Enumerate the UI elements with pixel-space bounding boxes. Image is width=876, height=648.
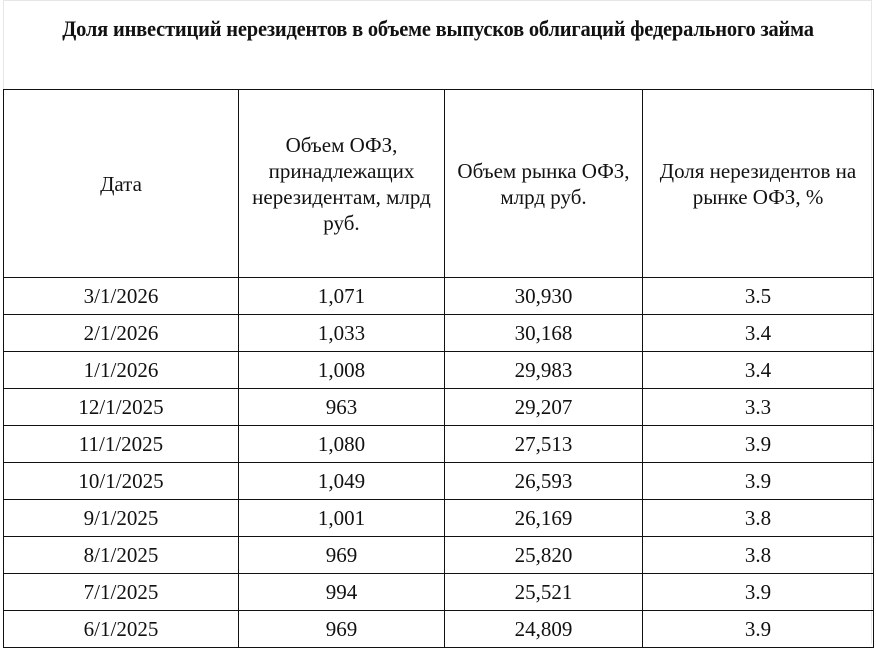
cell-share: 3.3 — [643, 389, 874, 426]
cell-share: 3.5 — [643, 278, 874, 315]
cell-date: 12/1/2025 — [4, 389, 239, 426]
table-row — [4, 426, 874, 463]
cell-market-volume: 26,593 — [445, 463, 643, 500]
table-row — [4, 389, 874, 426]
cell-nonres-volume: 1,080 — [239, 426, 445, 463]
cell-share: 3.8 — [643, 537, 874, 574]
cell-nonres-volume: 969 — [239, 611, 445, 648]
cell-share: 3.8 — [643, 500, 874, 537]
header-share-label: Доля нерезидентов на рынке ОФЗ, % — [659, 158, 857, 209]
header-row — [4, 90, 874, 278]
header-market-volume-label: Объем рынка ОФЗ, млрд руб. — [457, 158, 630, 209]
cell-market-volume: 27,513 — [445, 426, 643, 463]
table-row — [4, 574, 874, 611]
cell-nonres-volume: 1,049 — [239, 463, 445, 500]
cell-nonres-volume: 994 — [239, 574, 445, 611]
cell-market-volume: 25,521 — [445, 574, 643, 611]
cell-share: 3.4 — [643, 315, 874, 352]
cell-nonres-volume: 969 — [239, 537, 445, 574]
cell-market-volume: 26,169 — [445, 500, 643, 537]
cell-market-volume: 25,820 — [445, 537, 643, 574]
table-row — [4, 537, 874, 574]
cell-nonres-volume: 1,033 — [239, 315, 445, 352]
cell-share: 3.9 — [643, 426, 874, 463]
cell-nonres-volume: 1,001 — [239, 500, 445, 537]
table-row — [4, 315, 874, 352]
cell-date: 2/1/2026 — [4, 315, 239, 352]
cell-date: 8/1/2025 — [4, 537, 239, 574]
cell-date: 11/1/2025 — [4, 426, 239, 463]
table-row — [4, 278, 874, 315]
cell-date: 6/1/2025 — [4, 611, 239, 648]
cell-share: 3.4 — [643, 352, 874, 389]
cell-market-volume: 30,930 — [445, 278, 643, 315]
cell-nonres-volume: 1,008 — [239, 352, 445, 389]
table-row — [4, 500, 874, 537]
cell-date: 7/1/2025 — [4, 574, 239, 611]
ofz-nonresident-table — [3, 89, 874, 648]
cell-market-volume: 29,207 — [445, 389, 643, 426]
header-date-label: Дата — [100, 171, 142, 196]
cell-date: 10/1/2025 — [4, 463, 239, 500]
cell-share: 3.9 — [643, 574, 874, 611]
header-market-volume — [445, 90, 643, 278]
table-title: Доля инвестиций нерезидентов в объеме выпусков облигаций федерального займа — [62, 16, 814, 41]
cell-market-volume: 24,809 — [445, 611, 643, 648]
header-share — [643, 90, 874, 278]
header-nonres-volume-label: Объем ОФЗ, принадлежащих нерезидентам, млрд руб. — [252, 132, 431, 235]
header-nonres-volume — [239, 90, 445, 278]
header-date — [4, 90, 239, 278]
cell-market-volume: 29,983 — [445, 352, 643, 389]
table-row — [4, 611, 874, 648]
cell-nonres-volume: 1,071 — [239, 278, 445, 315]
table-row — [4, 463, 874, 500]
cell-date: 1/1/2026 — [4, 352, 239, 389]
cell-share: 3.9 — [643, 463, 874, 500]
cell-nonres-volume: 963 — [239, 389, 445, 426]
table-row — [4, 352, 874, 389]
cell-date: 9/1/2025 — [4, 500, 239, 537]
cell-date: 3/1/2026 — [4, 278, 239, 315]
cell-share: 3.9 — [643, 611, 874, 648]
cell-market-volume: 30,168 — [445, 315, 643, 352]
